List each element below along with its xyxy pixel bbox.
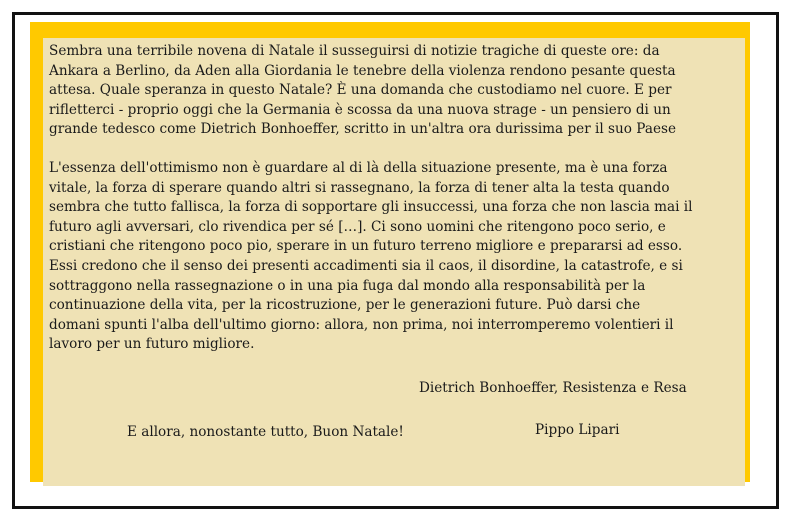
author-signature: Pippo Lipari bbox=[535, 422, 620, 438]
quote-line: vitale, la forza di sperare quando altri si rassegnano, la forza di tener alta la testa quando bbox=[49, 179, 670, 196]
intro-paragraph bbox=[49, 42, 737, 140]
quote-line: sembra che tutto fallisca, la forza di sopportare gli insuccessi, una forza che non lascia mai il bbox=[49, 199, 693, 216]
quote-line: L'essenza dell'ottimismo non è guardare al di là della situazione presente, ma è una forza bbox=[49, 159, 668, 176]
intro-line: grande tedesco come Dietrich Bonhoeffer, scritto in un'altra ora durissima per il suo Paese bbox=[49, 121, 677, 138]
message-card bbox=[43, 38, 745, 486]
quote-line: futuro agli avversari, clo rivendica per sé […]. Ci sono uomini che ritengono poco serio, e bbox=[49, 218, 666, 235]
quote-line: cristiani che ritengono poco pio, sperare in un futuro terreno migliore e prepararsi ad esso. bbox=[49, 238, 683, 255]
quote-line: sottraggono nella rassegnazione o in una pia fuga dal mondo alla responsabilità per la bbox=[49, 277, 646, 294]
intro-line: rifletterci - proprio oggi che la Germania è scossa da una nuova strage - un pensiero di un bbox=[49, 101, 671, 118]
intro-line: Sembra una terribile novena di Natale il susseguirsi di notizie tragiche di queste ore: da bbox=[49, 43, 660, 59]
quote-line: domani spunti l'alba dell'ultimo giorno: allora, non prima, noi interromperemo volentieri il bbox=[49, 316, 674, 333]
quote-line: Essi credono che il senso dei presenti accadimenti sia il caos, il disordine, la catastrofe, e si bbox=[49, 257, 683, 274]
paragraph-gap bbox=[49, 140, 737, 159]
intro-line: attesa. Quale speranza in questo Natale? È una domanda che custodiamo nel cuore. E per bbox=[49, 82, 672, 99]
intro-line: Ankara a Berlino, da Aden alla Giordania le tenebre della violenza rendono pesante questa bbox=[49, 62, 676, 79]
quote-line: continuazione della vita, per la ricostruzione, per le generazioni future. Può darsi che bbox=[49, 297, 641, 314]
closing-greeting: E allora, nonostante tutto, Buon Natale! bbox=[127, 424, 404, 440]
quote-citation: Dietrich Bonhoeffer, Resistenza e Resa bbox=[419, 380, 687, 396]
quote-paragraph bbox=[49, 159, 737, 355]
quote-line: lavoro per un futuro migliore. bbox=[49, 336, 255, 353]
